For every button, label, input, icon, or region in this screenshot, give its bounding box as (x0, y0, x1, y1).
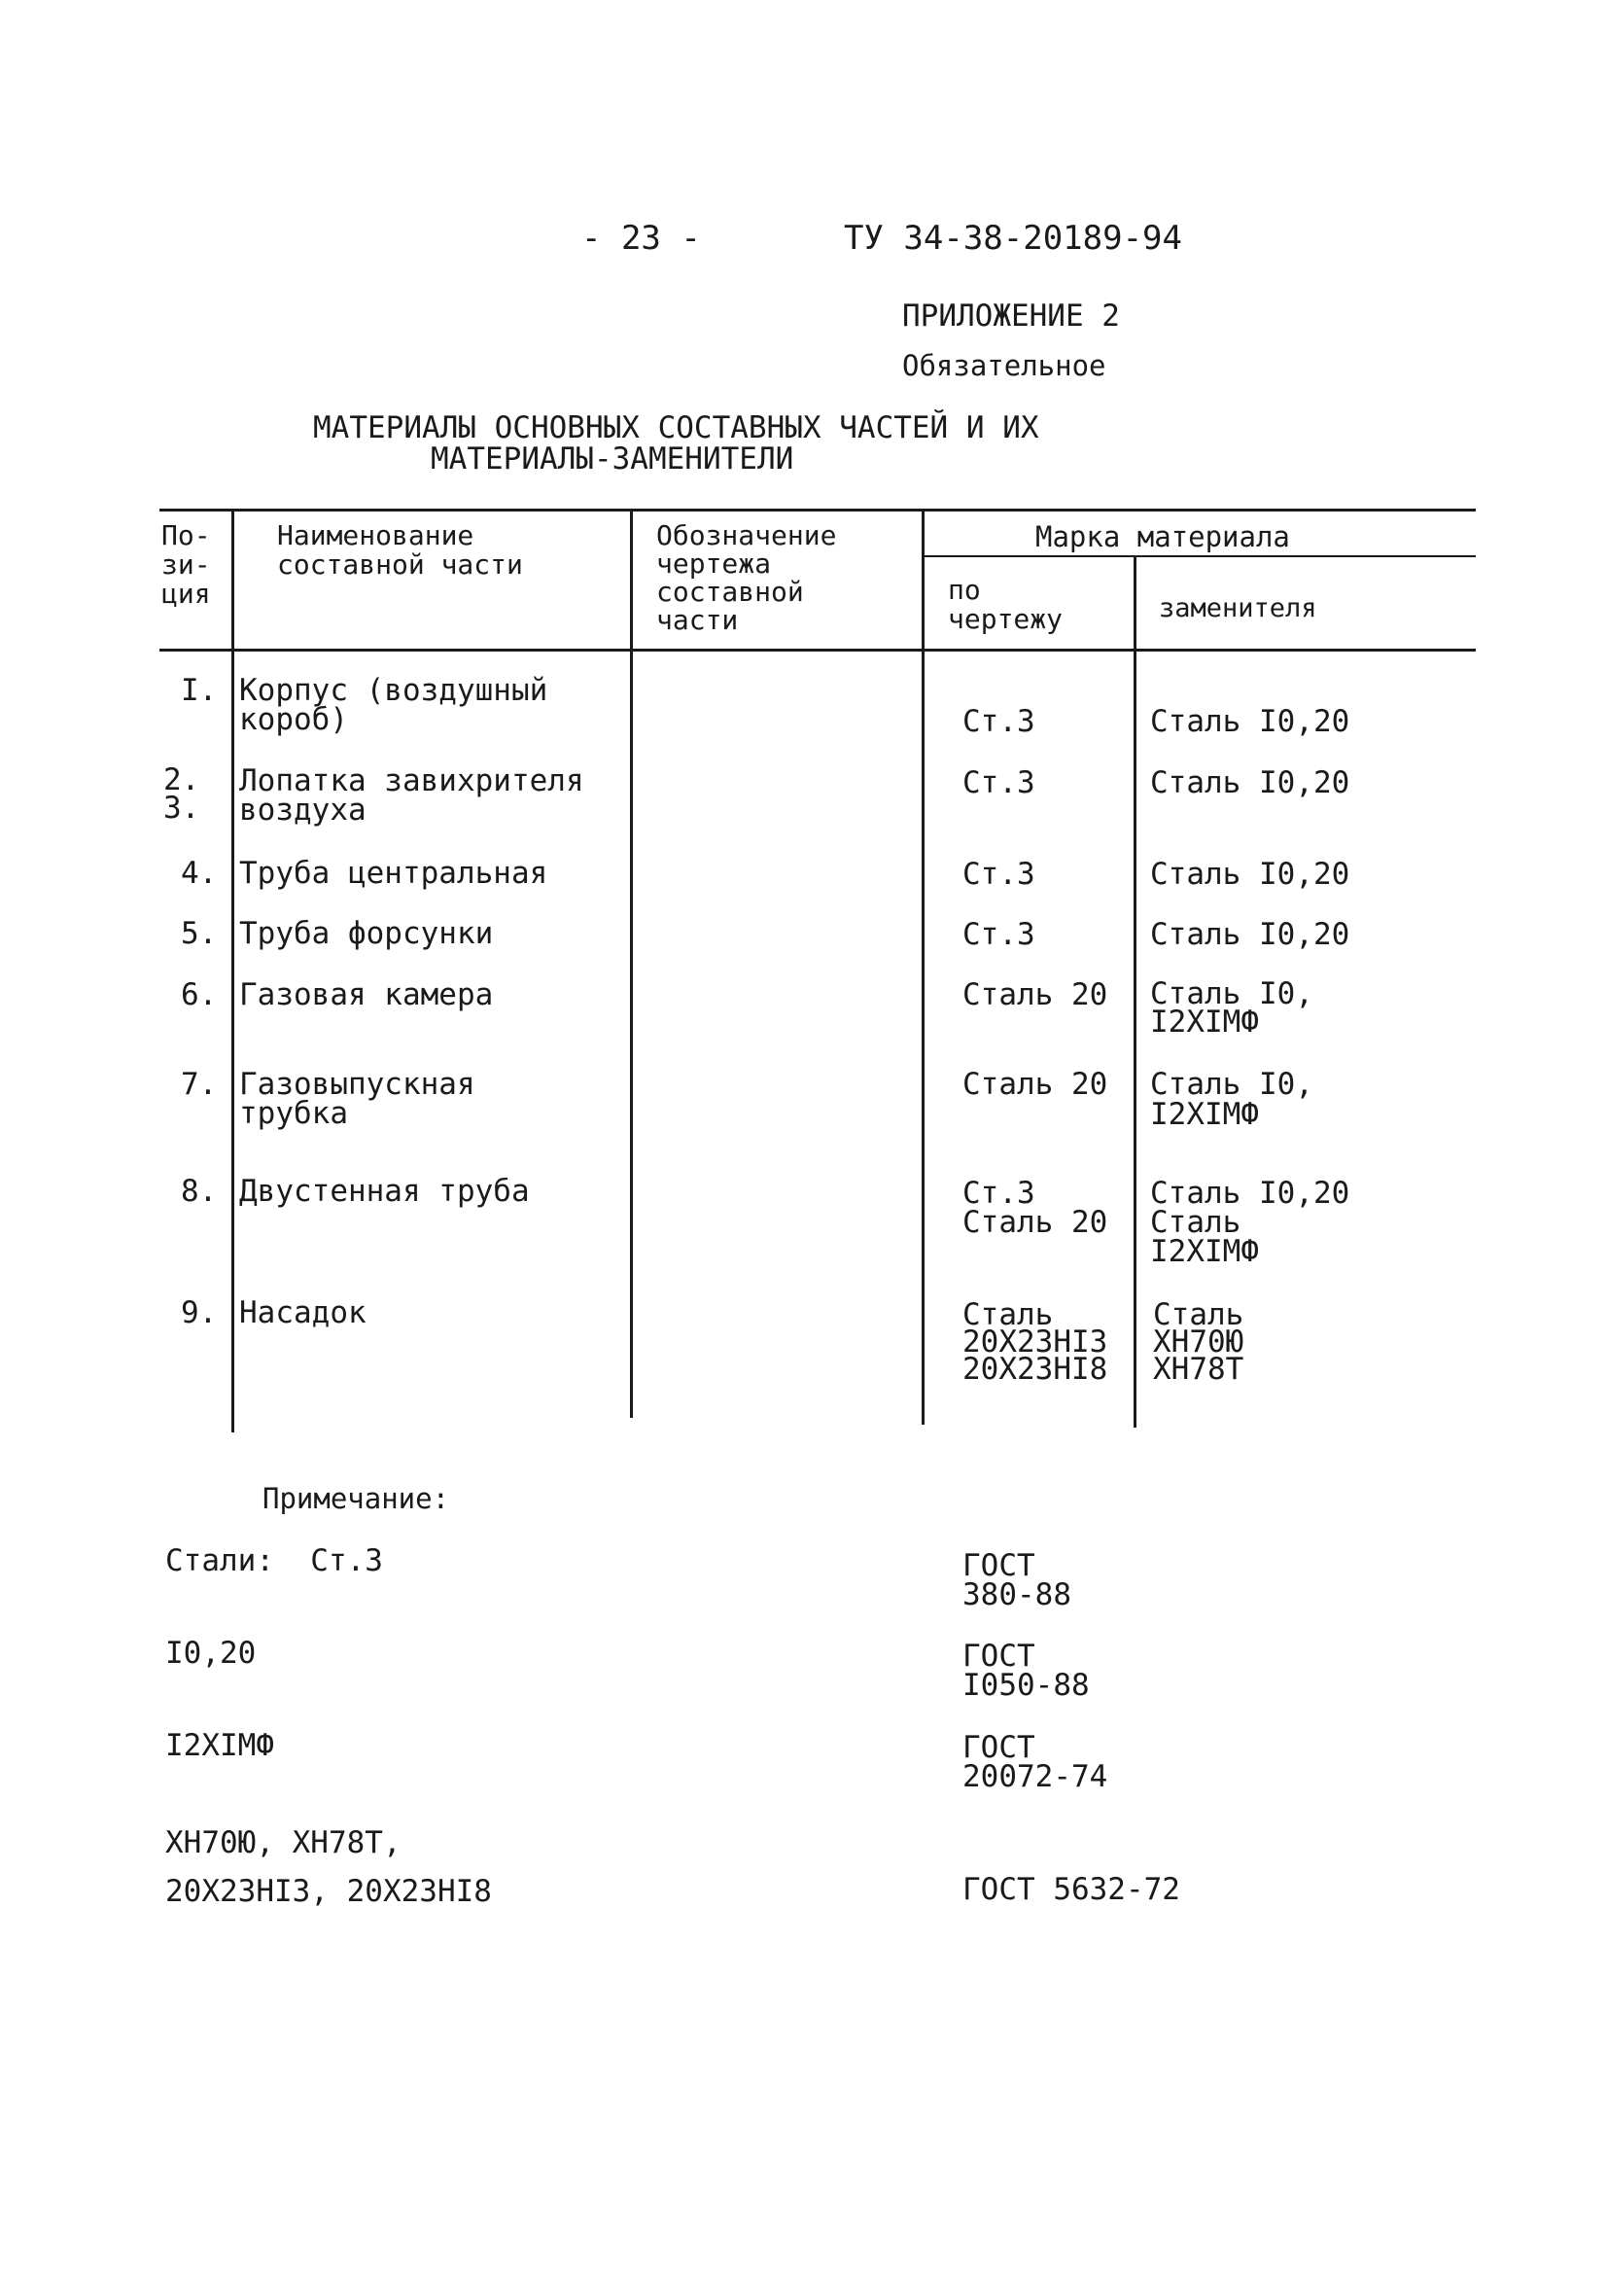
table-row-by-drawing: Ст.3 (962, 917, 1035, 952)
note-steel-grade: Стали: Ст.3 (165, 1543, 383, 1578)
table-row-substitute: Сталь I0,20 Сталь I2XIМФ (1150, 1176, 1350, 1269)
table-row-part-name: Труба форсунки (239, 916, 494, 951)
table-row-substitute: Сталь I0, I2XIМФ (1150, 976, 1313, 1040)
header-substitute: заменителя (1159, 593, 1317, 623)
table-row-by-drawing: Сталь 20Х23НI3 20Х23НI8 (962, 1297, 1108, 1387)
table-row-part-name: Газовая камера (239, 977, 494, 1012)
document-title-line-2: МАТЕРИАЛЫ-ЗАМЕНИТЕЛИ (431, 442, 794, 477)
page-number: - 23 - (581, 219, 701, 258)
note-standard: ГОСТ 5632-72 (962, 1872, 1180, 1907)
table-row-by-drawing: Ст.3 (962, 857, 1035, 892)
column-divider (630, 509, 633, 1418)
table-row-part-name: Корпус (воздушный короб) (239, 673, 548, 737)
table-row-substitute: Сталь ХН70Ю ХН78Т (1153, 1297, 1244, 1387)
table-row-position: 8. (181, 1174, 218, 1209)
table-row-position: 4. (181, 856, 218, 891)
table-row-position: 2. 3. (163, 762, 200, 826)
header-part-name: Наименование составной части (277, 519, 523, 581)
header-drawing-designation: Обозначение чертежа составной части (656, 519, 837, 636)
table-row-part-name: Труба центральная (239, 856, 548, 891)
table-row-position: 6. (181, 977, 218, 1012)
appendix-label: ПРИЛОЖЕНИЕ 2 (902, 299, 1120, 334)
table-row-position: 7. (181, 1067, 218, 1102)
column-divider (1134, 555, 1136, 1428)
table-row-by-drawing: Ст.3 (962, 704, 1035, 739)
table-row-part-name: Лопатка завихрителя воздуха (239, 763, 584, 828)
table-row-substitute: Сталь I0,20 (1150, 857, 1350, 892)
table-row-by-drawing: Ст.3 Сталь 20 (962, 1176, 1108, 1240)
document-title-line-1: МАТЕРИАЛЫ ОСНОВНЫХ СОСТАВНЫХ ЧАСТЕЙ И ИХ (313, 410, 1039, 445)
column-divider (231, 509, 234, 1432)
note-steel-grade: ХН70Ю, ХН78Т, 20Х23НI3, 20Х23НI8 (165, 1825, 492, 1909)
note-steel-grade: I2XIМФ (165, 1728, 274, 1763)
table-row-part-name: Насадок (239, 1295, 367, 1330)
table-row-position: 9. (181, 1295, 218, 1330)
table-row-substitute: Сталь I0,20 (1150, 704, 1350, 739)
note-heading: Примечание: (262, 1482, 450, 1515)
header-by-drawing: по чертежу (948, 574, 1064, 635)
note-steel-grade: I0,20 (165, 1636, 257, 1671)
table-row-by-drawing: Сталь 20 (962, 977, 1108, 1012)
table-row-substitute: Сталь I0, I2XIМФ (1150, 1067, 1313, 1132)
note-standard: ГОСТ 380-88 (962, 1548, 1071, 1612)
header-position: По- зи- ция (161, 519, 211, 610)
table-row-part-name: Газовыпускная трубка (239, 1067, 475, 1131)
table-header-rule (159, 649, 1476, 652)
table-row-position: 5. (181, 916, 218, 951)
header-material-grade: Марка материала (1035, 520, 1290, 553)
appendix-status: Обязательное (902, 349, 1106, 382)
document-code: ТУ 34-38-20189-94 (844, 219, 1182, 258)
note-standard: ГОСТ I050-88 (962, 1639, 1090, 1703)
table-row-by-drawing: Сталь 20 (962, 1067, 1108, 1102)
table-row-position: I. (181, 673, 218, 708)
column-divider (922, 509, 925, 1425)
table-row-substitute: Сталь I0,20 (1150, 917, 1350, 952)
table-row-substitute: Сталь I0,20 (1150, 765, 1350, 800)
note-standard: ГОСТ 20072-74 (962, 1730, 1108, 1794)
table-top-rule (159, 509, 1476, 512)
material-group-rule (924, 555, 1476, 557)
table-row-part-name: Двустенная труба (239, 1174, 530, 1209)
table-row-by-drawing: Ст.3 (962, 765, 1035, 800)
